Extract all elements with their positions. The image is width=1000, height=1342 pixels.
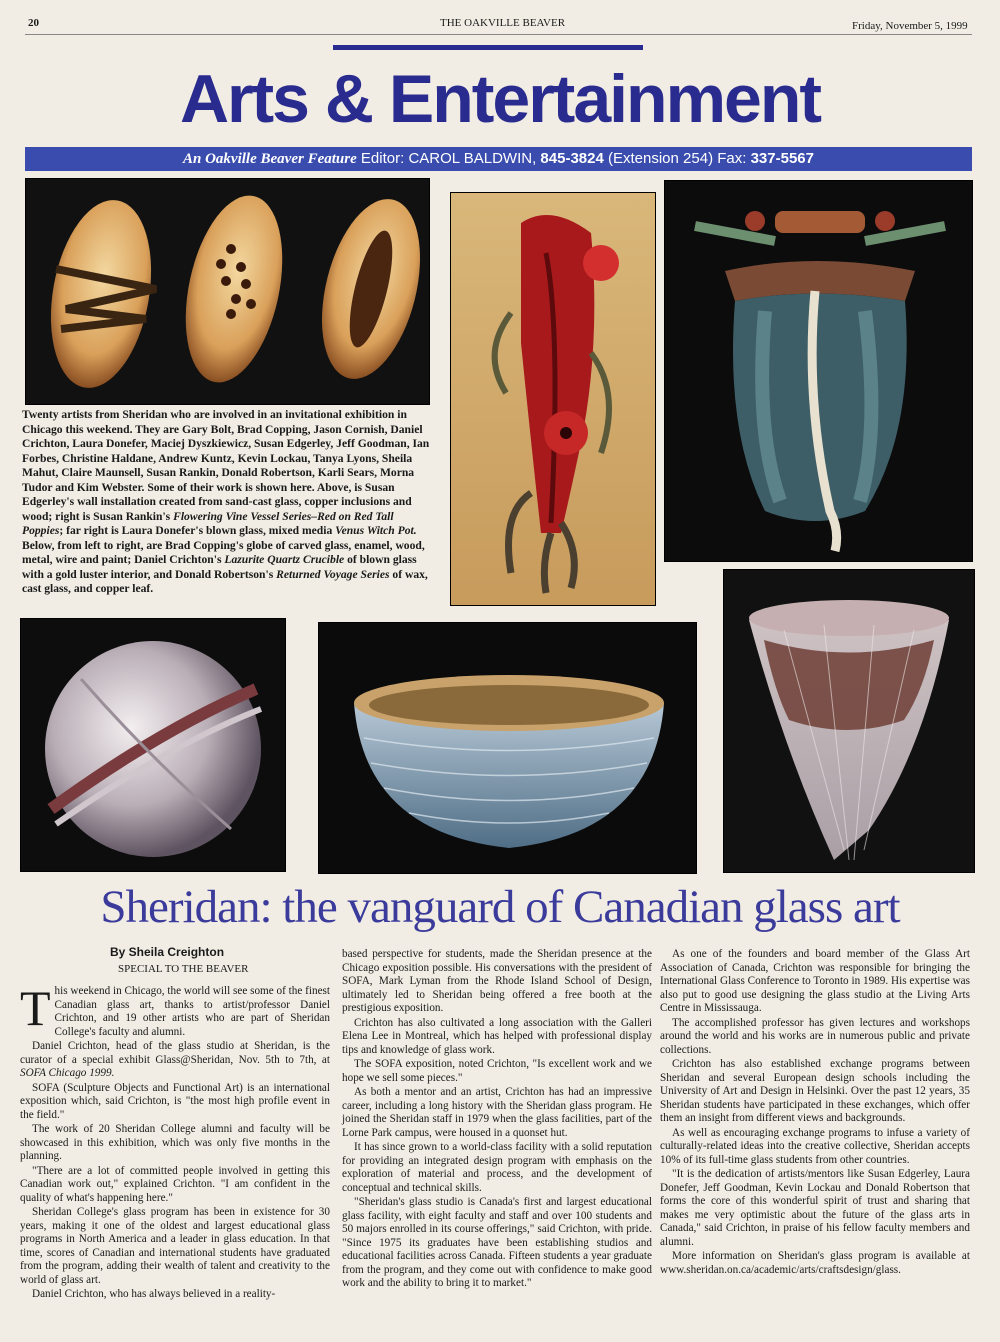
paragraph: The accomplished professor has given lectures and workshops around the world and his works are in numerous public and private collections. bbox=[660, 1016, 970, 1056]
fax-label: Fax: bbox=[717, 150, 747, 167]
paragraph: "There are a lot of committed people involved in getting this Canadian work out," explained Crichton. "I am confident in the quality of what's happening here." bbox=[20, 1164, 330, 1204]
caption-text: ; far right is Laura Donefer's blown glass, mixed media bbox=[59, 524, 336, 537]
paragraph: "Sheridan's glass studio is Canada's first and largest educational glass facility, with eight faculty and staff and over 100 students and 50 majors enrolled in its course offerings," said Crichton, with pride. "Since 1975 its graduates have been establishing studios and educational facilities across Canada. Fifteen students a year graduate from the program, and they come out with confidence to make good work and the ability to bring it to market." bbox=[342, 1196, 652, 1289]
photo-lazurite-quartz-crucible bbox=[318, 622, 697, 874]
paragraph: Crichton has also established exchange programs between Sheridan and several European design schools including the University of Art and Design in Helsinki. Over the past 12 years, 35 Sheridan students have participated in these exchanges, which offer them an insight from different views and backgrounds. bbox=[660, 1058, 970, 1124]
paragraph: The SOFA exposition, noted Crichton, "Is excellent work and we hope we sell some pieces." bbox=[342, 1058, 652, 1084]
byline-affiliation: SPECIAL TO THE BEAVER bbox=[118, 963, 249, 975]
paragraph bbox=[20, 980, 330, 1039]
editor-name: CAROL BALDWIN, bbox=[408, 150, 537, 167]
drop-cap: T bbox=[20, 980, 51, 1036]
photo-caption bbox=[22, 408, 436, 597]
caption-title-witch-pot: Venus Witch Pot. bbox=[335, 524, 417, 537]
paragraph: The work of 20 Sheridan College alumni and faculty will be showcased in this exhibition, which was only five months in the planning. bbox=[20, 1123, 330, 1162]
photo-wall-installation bbox=[25, 178, 430, 405]
caption-text: Twenty artists from Sheridan who are involved in an invitational exhibition in Chicago this weekend. They are Gary Bolt, Brad Copping, Jason Cornish, Daniel Crichton, Laura Donefer, Maciej Dyszkiewicz, Susan Edgerley, Jeff Goodman, Ian Forbes, Christine Haldane, Andrew Kuntz, Kevin Lockau, Tanya Lyons, Sheila Mahut, Claire Maunsell, Susan Rankin, Donald Robertson, Karli Sears, Morna Tudor and Kim Webster. Some of their work is shown here. Above, is Susan Edgerley's wall installation created from sand-cast glass, copper inclusions and wood; right is Susan Rankin's bbox=[22, 408, 430, 523]
byline: By Sheila Creighton bbox=[110, 945, 225, 959]
paragraph: "It is the dedication of artists/mentors like Susan Edgerley, Laura Donefer, Jeff Goodman, Kevin Lockau and Donald Robertson that forms the core of this wonderful spirit of trust and sharing that makes me very optimistic about the future of the glass arts in Canada," said Crichton, in praise of his fellow faculty members and alumni. bbox=[660, 1168, 970, 1248]
photo-venus-witch-pot bbox=[664, 180, 973, 562]
editor-extension: (Extension 254) bbox=[608, 150, 714, 167]
photo-red-poppies-vessel bbox=[450, 192, 656, 606]
paragraph: More information on Sheridan's glass program is available at www.sheridan.on.ca/academic/arts/craftsdesign/glass. bbox=[660, 1250, 970, 1276]
section-title: Arts & Entertainment bbox=[179, 61, 821, 137]
issue-date: Friday, November 5, 1999 bbox=[852, 20, 968, 32]
paper-name: THE OAKVILLE BEAVER bbox=[440, 17, 566, 29]
paragraph: based perspective for students, made the Sheridan presence at the Chicago exposition possible. His conversations with the president of SOFA, Mark Lyman from the Rhode Island School of Design, ultimately led to Sheridan being offered a free booth at the prestigious exposition. bbox=[342, 948, 652, 1014]
editor-phone: 845-3824 bbox=[540, 150, 604, 167]
editor-label: Editor: bbox=[360, 150, 405, 167]
paragraph: As both a mentor and an artist, Crichton has had an impressive career, including a long history with the Sheridan glass program. He joined the Sheridan staff in 1979 when the glass facilities, part of the Lorne Park campus, were housed in a quonset hut. bbox=[342, 1086, 652, 1139]
paragraph-text: Daniel Crichton, head of the glass studio at Sheridan, is the curator of a special exhibit Glass@Sheridan, Nov. 5th to 7th, at bbox=[20, 1040, 330, 1066]
caption-title-crucible: Lazurite Quartz Crucible bbox=[224, 553, 345, 566]
article-headline: Sheridan: the vanguard of Canadian glass art bbox=[100, 881, 900, 933]
caption-title-voyage: Returned Voyage Series bbox=[276, 567, 390, 581]
paragraph: It has since grown to a world-class facility with a solid reputation for providing an integrated design program with emphasis on the exploration of material and process, and the development of conceptual and technical skills. bbox=[342, 1141, 652, 1194]
editor-band bbox=[25, 147, 972, 171]
paragraph: As well as encouraging exchange programs to infuse a variety of culturally-related ideas into the creative collective, Sheridan accepts 10% of its full-time glass students from other countries. bbox=[660, 1126, 970, 1166]
caption-text: of blown glass with a gold luster interior, and Donald Robertson's bbox=[22, 553, 417, 581]
paragraph-italic: SOFA Chicago 1999. bbox=[20, 1067, 115, 1079]
caption-text: of wax, cast glass, and copper leaf. bbox=[22, 567, 428, 595]
article-column-2 bbox=[342, 948, 652, 1292]
caption-text: Below, from left to right, are Brad Copping's globe of carved glass, enamel, wood, metal, wire and paint; Daniel Crichton's bbox=[22, 538, 425, 566]
paragraph-text: his weekend in Chicago, the world will see some of the finest Canadian glass art, thanks to artist/professor Daniel Crichton, and 19 other artists who are part of Sheridan College's faculty and alumni. bbox=[54, 985, 330, 1038]
article-column-3 bbox=[660, 948, 970, 1278]
fax-number: 337-5567 bbox=[750, 150, 814, 167]
paragraph bbox=[20, 1040, 330, 1081]
title-top-bar bbox=[333, 45, 643, 50]
feature-label: An Oakville Beaver Feature bbox=[183, 151, 357, 167]
paragraph: Sheridan College's glass program has been in existence for 30 years, making it one of the oldest and largest educational glass programs in North America and a leader in glass education. In that time, scores of Canadian and international students have graduated from the program, adding their wealth of talent and creativity to the world of glass art. bbox=[20, 1206, 330, 1286]
paragraph: As one of the founders and board member of the Glass Art Association of Canada, Crichton was responsible for bringing the International Glass Conference to Toronto in 1989. His expertise was also put to good use designing the glass studio at the Living Arts Centre in Mississauga. bbox=[660, 948, 970, 1014]
paragraph: SOFA (Sculpture Objects and Functional Art) is an international exposition which, said Crichton, is "the most high profile event in the field." bbox=[20, 1081, 330, 1121]
article-column-1 bbox=[20, 980, 330, 1303]
page-number: 20 bbox=[28, 17, 39, 29]
caption-title-poppies: Flowering Vine Vessel Series–Red on Red Tall Poppies bbox=[22, 509, 394, 537]
photo-carved-glass-globe bbox=[20, 618, 286, 872]
paragraph: Crichton has also cultivated a long association with the Galleri Elena Lee in Montreal, which has helped with professional display tips and knowledge of glass work. bbox=[342, 1016, 652, 1056]
paragraph: Daniel Crichton, who has always believed in a reality- bbox=[32, 1288, 276, 1300]
photo-returned-voyage-series bbox=[723, 569, 975, 873]
header-rule bbox=[25, 34, 972, 35]
